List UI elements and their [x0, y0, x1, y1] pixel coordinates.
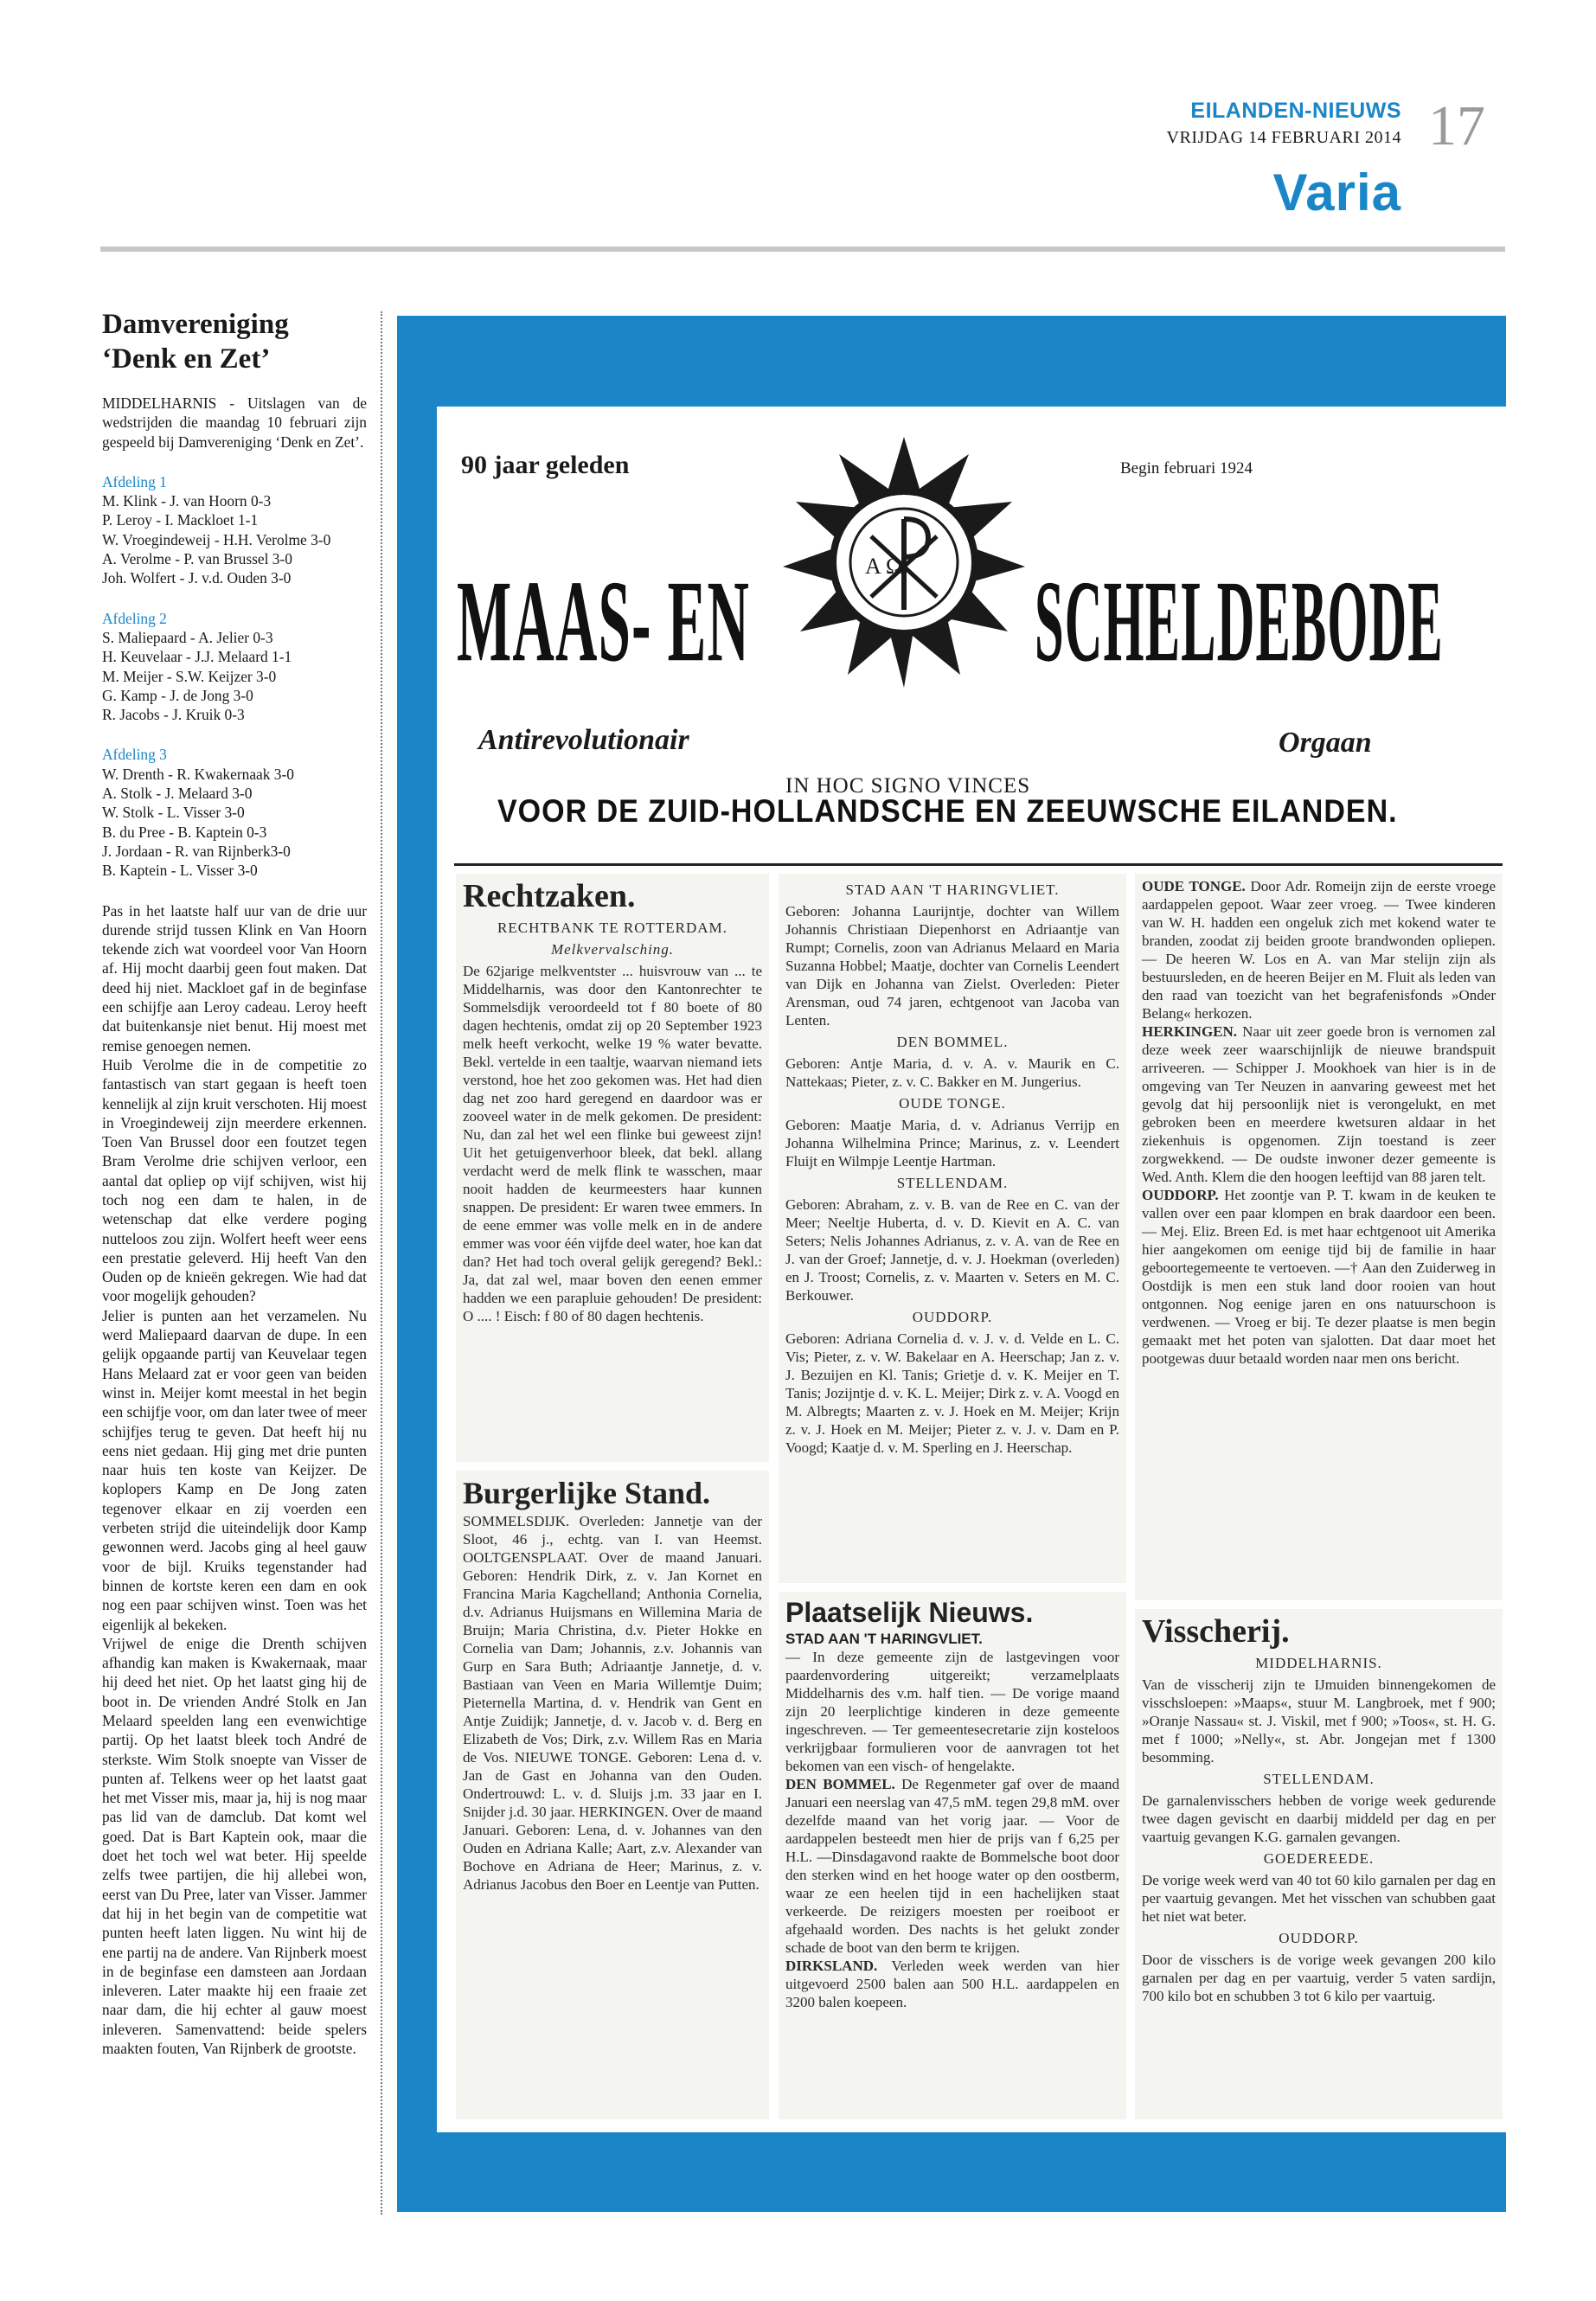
clipping-text: Door Adr. Romeijn zijn de eerste vroege aardappelen gepoot. Waar zeer vroeg. — Twee kinderen van W. H. hadden een ongeluk zich met kokend water te branden, zoodat zij beiden groote brandwonden opliepen. — De heeren W. Los en A. van Mar stelijn zijn als bestuursleden, en de heeren Beijer en M. Fluit als leden van den raad van toezicht van het begrafenisfonds »Onder Belang« herkozen.	[1142, 878, 1496, 1022]
result-line: J. Jordaan - R. van Rijnberk3-0	[102, 842, 291, 860]
body-paragraph: Huib Verolme die in de competitie zo fantastisch van start gegaan is heeft toen kennelijk al zijn kruit verschoten. Hij moest in Vroegindeweij zijn meerdere erkennen. Toen Van Brussel door een foutzet tegen Bram Verolme drie schijven verloor, een aantal dat opliep op vijf schijven, wist hij toch nog een dam te halen, in de wetenschap dat elke verdere poging nutteloos zou zijn. Wolfert heeft weer eens een prestatie geleverd. Hij heeft Van den Ouden op de knieën gekregen. Wie had dat voor mogelijk gehouden?	[102, 1055, 367, 1305]
result-line: B. du Pree - B. Kaptein 0-3	[102, 823, 267, 841]
clipping-text: De garnalenvisschers hebben de vorige week gedurende twee dagen gevischt en daarbij middeld per dag en per vaartuig gevangen K.G. garnalen gevangen.	[1142, 1792, 1496, 1845]
chi-rho-emblem-icon	[774, 437, 1034, 688]
clipping-text: — In deze gemeente zijn de lastgevingen voor paardenvordering uitgereikt; verzamelplaats Middelharnis des v.m. half tien. — De vorige maand zijn 20 leerplichtige kinderen in deze gemeente ingeschreven. — Ter gemeentesecretarie zijn kosteloos verkrijgbaar formulieren voor de aanvragen tot het bekomen van een visch- of hengelakte.	[785, 1649, 1119, 1774]
clipping-text: Het zoontje van P. T. kwam in de keuken te vallen over een paar klompen en brak daardoor een been. — Mej. Eliz. Breen Ed. is met haar echtgenoot uit Amerika hier aangekomen om eenige tijd bij de familie in haar geboortegemeente te vertoeven. —† Aan den Zuiderweg in Oostdijk is men een stuk land door rooien van hout ontgonnen. Nog eenige jaren en ons natuurschoon is verdwenen. — Vroeg er bij. Te dezer plaatse is men begin gemaakt met het poten van sjalotten. Dat daar moet het pootgewas duur betaald worden naar men ons bericht.	[1142, 1187, 1497, 1367]
clipping-text: De 62jarige melkventster ... huisvrouw van ... te Middelharnis, was door den Kantonrechter te Sommelsdijk veroordeeld tot f 80 boete of 80 dagen hechtenis, omdat zij op 20 September 1923 melk heeft verkocht, welke 19 % water bevatte. Bekl. vertelde in een taaltje, waarvan niemand iets verstond, hoe het zoo gekomen was. Het had dien dag net zoo hard geregend en daardoor was er zooveel water in de melk gekomen. De president: Nu, dan zal het wel een flinke bui geweest zijn! Uit het getuigenverhoor bleek, dat bekl. allang verdacht werd de melk flink te wasschen, maar nooit hadden de keurmeesters haar kunnen snappen. De president: Er waren twee emmers. In de eene emmer was volle melk en in de andere emmer was voor één vijfde deel water, hoe kan dat dan? Het had toch overal gelijk geregend? Bekl.: Ja, dat zal wel, maar boven den eenen emmer hadden we een parapluie gehouden! De president: O .... ! Eisch: f 80 of 80 dagen hechtenis.	[463, 963, 762, 1324]
clipping-subheading: MIDDELHARNIS.	[1255, 1655, 1382, 1671]
division-2-heading: Afdeling 2	[102, 609, 167, 627]
result-line: S. Maliepaard - A. Jelier 0-3	[102, 628, 273, 646]
result-line: M. Klink - J. van Hoorn 0-3	[102, 492, 272, 510]
clipping-text: Geboren: Antje Maria, d. v. A. v. Maurik en C. Nattekaas; Pieter, z. v. C. Bakker en M. Jungerius.	[785, 1055, 1119, 1090]
clipping-text: Door de visschers is de vorige week gevangen 200 kilo garnalen per dag en per vaartuig, verder 5 vaten sardijn, 700 kilo bot en schubben 3 tot 6 kilo per vaartuig.	[1142, 1952, 1496, 2004]
clipping-subheading: GOEDEREEDE.	[1263, 1850, 1375, 1867]
result-line: H. Keuvelaar - J.J. Melaard 1-1	[102, 648, 292, 666]
clipping-rechtzaken	[456, 874, 769, 1462]
clipping-subheading: DEN BOMMEL.	[785, 1776, 895, 1792]
article-body	[102, 901, 367, 2059]
result-line: W. Stolk - L. Visser 3-0	[102, 804, 245, 822]
clipping-local-news	[1135, 874, 1503, 1600]
clipping-text: SOMMELSDIJK. Overleden: Jannetje van der Sloot, 46 j., echtg. van I. van Heemst. OOLTGENSPLAAT. Over de maand Januari. Geboren: Hendrik Dirk, z. v. Jan Kornet en Francina Maria Kagchelland; Anthonia Cornelia, d.v. Adrianus Huijsmans en Willemina Maria de Bruijn; Maria Christina, d.v. Pieter Hokke en Cornelia van Dam; Johannis, z.v. Johannis van Gurp en Sara Buth; Adriaantje Jannetje, d. v. Bastiaan van Veen en Maria Willemtje Duim; Pieternella Martina, d. v. Hendrik van Gent en Antje Zuidijk; Jannetje, d. v. Jacob v. d. Berg en Elizabeth de Vos; Dirk, z.v. Willem Ras en Maria de Vos. NIEUWE TONGE. Geboren: Lena d. v. Jan de Gast en Johanna van den Ouden. Ondertrouwd: L. v. d. Sluijs j.m. 33 jaar en I. Snijder j.d. 30 jaar. HERKINGEN. Over de maand Januari. Geboren: Lena, d. v. Johannes van den Ouden en Adriana Kalle; Aart, z.v. Alexander van Bochove en Adriana de Heer; Marinus, z. v. Adrianus Jacobus den Boer en Leentje van Putten.	[463, 1513, 762, 1893]
result-line: Joh. Wolfert - J. v.d. Ouden 3-0	[102, 569, 292, 587]
clipping-subheading: DEN BOMMEL.	[896, 1034, 1009, 1050]
clipping-subheading: DIRKSLAND.	[785, 1958, 878, 1974]
article-column	[102, 307, 367, 2058]
result-line: R. Jacobs - J. Kruik 0-3	[102, 706, 245, 724]
clipping-title: Visscherij.	[1142, 1613, 1290, 1650]
masthead-rule	[454, 863, 1503, 866]
publication-date: VRIJDAG 14 FEBRUARI 2014	[1166, 128, 1401, 147]
clipping-text: Naar uit zeer goede bron is vernomen zal deze week zeer waarschijnlijk de nieuwe brandspuit arriveeren. — Schipper J. Mookhoek van hier is in de omgeving van Ter Neuzen in aanvaring geweest met het gevolg dat hij persoonlijk niet is verongelukt, en met gebroken been en meerdere kwetsuren aldaar in het ziekenhuis is opgenomen. Zijn toestand is zeer zorgwekkend. — De oudste inwoner dezer gemeente is Wed. Anth. Klem die den hoogen leeftijd van 88 jaren telt.	[1142, 1023, 1497, 1185]
clipping-burgerlijke-stand-continued	[779, 874, 1126, 1583]
clipping-subheading: OUDDORP.	[1142, 1187, 1219, 1203]
result-line: G. Kamp - J. de Jong 3-0	[102, 686, 253, 704]
clipping-burgerlijke-stand	[456, 1471, 769, 2119]
clipping-text: Geboren: Abraham, z. v. B. van de Ree en C. van der Meer; Neeltje Huberta, d. v. D. Kievit en A. C. van Seters; Nelis Johannes Adrianus, z. v. A. van de Ree en J. van der Groef; Jannetje, d. v. J. Hoekman (overleden) en J. Troost; Cornelis, z. v. Maarten v. Seters en M. C. Berkouwer.	[785, 1196, 1119, 1304]
masthead-motto: IN HOC SIGNO VINCES	[785, 774, 1031, 798]
historic-date-note: Begin februari 1924	[1120, 459, 1253, 478]
headline-line-1: Damvereniging	[102, 309, 289, 340]
clipping-subheading: Melkvervalsching.	[550, 941, 675, 958]
clipping-text: De vorige week werd van 40 tot 60 kilo garnalen per dag en per vaartuig gevangen. Met het visschen van schubben gaat het niet wat beter.	[1142, 1872, 1496, 1925]
clipping-text: Geboren: Johanna Laurijntje, dochter van Willem Johannis Christiaan Diepenhorst en Adriaantje van Rumpt; Cornelis, zoon van Adrianus Melaard en Maria Suzanna Hobbel; Maatje, dochter van Cornelis Leendert van Dijk en Johanna van Zielst. Overleden: Pieter Arensman, oud 74 jaren, echtgenoot van Jacoba van Lenten.	[785, 903, 1119, 1029]
clipping-text: Van de visscherij zijn te IJmuiden binnengekomen de visschsloepen: »Maaps«, stuur M. Langbroek, met f 900; »Oranje Nassau« st. J. Viskil, met f 900; »Toos«, st. H. G. met f 1000; »Nelly«, st. Abr. Jongejan met f 1300 besomming.	[1142, 1676, 1496, 1766]
section-title: Varia	[1272, 163, 1401, 221]
column-divider	[381, 311, 382, 2214]
masthead-tagline: VOOR DE ZUID-HOLLANDSCHE EN ZEEUWSCHE EILANDEN.	[497, 793, 1398, 830]
result-line: A. Stolk - J. Melaard 3-0	[102, 785, 253, 803]
clipping-plaatselijk-nieuws	[779, 1592, 1126, 2119]
clipping-text: De Regenmeter gaf over de maand Januari een neerslag van 47,5 mM. tegen 29,8 mM. over dezelfde maand van het vorig jaar. — Voor de aardappelen besteedt men hier de prijs van f 6,25 per H.L. —Dinsdagavond raakte de Bommelsche boot door den sterken wind en het hooge water op den oostberm, waar ze een heelen tijd in een hachelijken staat verkeerde. De reizigers moesten per roeiboot er afgehaald worden. Des nachts is het gelukt zonder schade de boot van den berm te krijgen.	[785, 1776, 1119, 1956]
masthead-subtitle-right: Orgaan	[1279, 727, 1372, 759]
body-paragraph: Vrijwel de enige die Drenth schijven afhandig kan maken is Kwakernaak, maar hij deed het niet. Op het laatst ging hij de boot in. De vrienden André Stolk en Jan Melaard speelden lang een evenwichtige partij. Op het laatst bleek toch André de sterkste. Wim Stolk snoepte van Visser de punten af. Telkens weer op het laatst gaat het met Visser mis, maar ja, hij is nog maar pas lid van de damclub. Dat komt wel goed. Dat is Bart Kaptein ook, maar die doet het toch wel wat beter. Hij speelde zelfs twee partijen, die hij allebei won, eerst van Du Pree, later van Visser. Jammer dat hij in het begin van de competitie wat punten heeft laten liggen. Nu wint hij de ene partij na de andere. Van Rijnberk moest in de beginfase een damsteen aan Jordaan inleveren. Later maakte hij een fraaie zet naar dam, die hij echter al gauw moest inleveren. Samenvattend: beide spelers maakten fouten, Van Rijnberk de grootste.	[102, 1634, 367, 2058]
result-line: W. Drenth - R. Kwakernaak 3-0	[102, 765, 294, 783]
result-line: P. Leroy - I. Mackloet 1-1	[102, 511, 259, 529]
clipping-subheading: OUDE TONGE.	[1142, 878, 1246, 894]
clipping-title: Rechtzaken.	[463, 878, 636, 914]
body-paragraph: Pas in het laatste half uur van de drie uur durende strijd tussen Klink en Van Hoorn tekende zich wat voordeel voor Van Hoorn af. Hij mocht daarbij geen fout maken. Dat deed hij niet. Mackloet gaf in de beginfase een schijfje aan Leroy cadeau. Leroy heeft dat buitenkansje niet benut. Hij moest met remise genoegen nemen.	[102, 901, 367, 1054]
result-line: A. Verolme - P. van Brussel 3-0	[102, 550, 292, 568]
page-number: 17	[1428, 94, 1485, 157]
result-line: M. Meijer - S.W. Keijzer 3-0	[102, 667, 277, 685]
clipping-text: Geboren: Adriana Cornelia d. v. J. v. d. Velde en L. C. Vis; Pieter, z. v. W. Bakelaar en A. Heerschap; Jan z. v. J. Bezuijen en Kl. Tanis; Grietje d. v. K. Meijer en T. Tanis; Jozijntje d. v. K. L. Meijer; Dirk z. v. A. Voogd en M. Albregts; Maarten z. v. J. Hoek en M. Meijer; Krijn z. v. J. Hoek en M. Meijer; Pieter z. v. J. v. Dam en P. Voogd; Kaatje d. v. M. Sperling en J. Heerschap.	[785, 1330, 1119, 1456]
clipping-subheading: OUDDORP.	[1279, 1930, 1359, 1946]
clipping-subheading: STELLENDAM.	[896, 1175, 1009, 1191]
result-line: B. Kaptein - L. Visser 3-0	[102, 862, 258, 880]
division-3-heading: Afdeling 3	[102, 746, 167, 764]
clipping-title: Plaatselijk Nieuws.	[785, 1597, 1034, 1628]
body-paragraph: Jelier is punten aan het verzamelen. Nu werd Maliepaard daarvan de dupe. In een gelijk opgaande partij van Keuvelaar tegen Hans Melaard zat er voor geen van beiden winst in. Meijer komt meestal in het begin een schijfje voor, om dan later twee of meer schijfjes terug te geven. Dat heeft hij nu eens niet gedaan. Hij ging met drie punten naar huis ten koste van Keijzer. De koplopers Kamp en De Jong zaten tegenover elkaar en zij voerden een verbeten strijd die uiteindelijk door Kamp gewonnen werd. Jacobs ging al heel gauw voor de bijl. Kruiks tegenstander had binnen de kortste keren een dam en ook nog een paar schijven winst. Toen was het eigenlijk al bekeken.	[102, 1306, 367, 1633]
historic-caption: 90 jaar geleden	[461, 451, 630, 479]
clipping-title: Burgerlijke Stand.	[463, 1476, 711, 1510]
clipping-subheading: RECHTBANK TE ROTTERDAM.	[497, 920, 727, 936]
headline-line-2: ‘Denk en Zet’	[102, 343, 271, 375]
clipping-subheading: OUDDORP.	[912, 1309, 993, 1325]
division-1-heading: Afdeling 1	[102, 472, 167, 490]
brand-logo: EILANDEN-NIEUWS	[1190, 99, 1401, 123]
clipping-subheading: STAD AAN 'T HARINGVLIET.	[785, 1631, 983, 1647]
masthead-right: SCHELDEBODE	[1035, 557, 1444, 687]
article-lead: MIDDELHARNIS - Uitslagen van de wedstrijden die maandag 10 februari zijn gespeeld bij Damvereniging ‘Denk en Zet’.	[102, 394, 367, 451]
article-headline	[102, 307, 367, 376]
emblem-letters: Α Ω	[865, 554, 903, 579]
clipping-text: Geboren: Maatje Maria, d. v. Adrianus Verrijp en Johanna Wilhelmina Prince; Marinus, z. v. Leendert Fluijt en Wilmpje Leentje Hartman.	[785, 1117, 1119, 1170]
clipping-subheading: STELLENDAM.	[1263, 1771, 1375, 1787]
masthead-left: MAAS- EN	[457, 557, 751, 687]
masthead-subtitle-left: Antirevolutionair	[478, 724, 689, 756]
clipping-visscherij	[1135, 1609, 1503, 2119]
clipping-subheading: STAD AAN 'T HARINGVLIET.	[845, 881, 1060, 898]
result-line: W. Vroegindeweij - H.H. Verolme 3-0	[102, 530, 331, 548]
clipping-subheading: OUDE TONGE.	[899, 1095, 1006, 1112]
header-rule	[100, 247, 1505, 252]
clipping-text: Verleden week werden van hier uitgevoerd 2500 balen aan 500 H.L. aardappelen en 3200 balen koepeen.	[785, 1958, 1119, 2010]
clipping-subheading: HERKINGEN.	[1142, 1023, 1238, 1040]
